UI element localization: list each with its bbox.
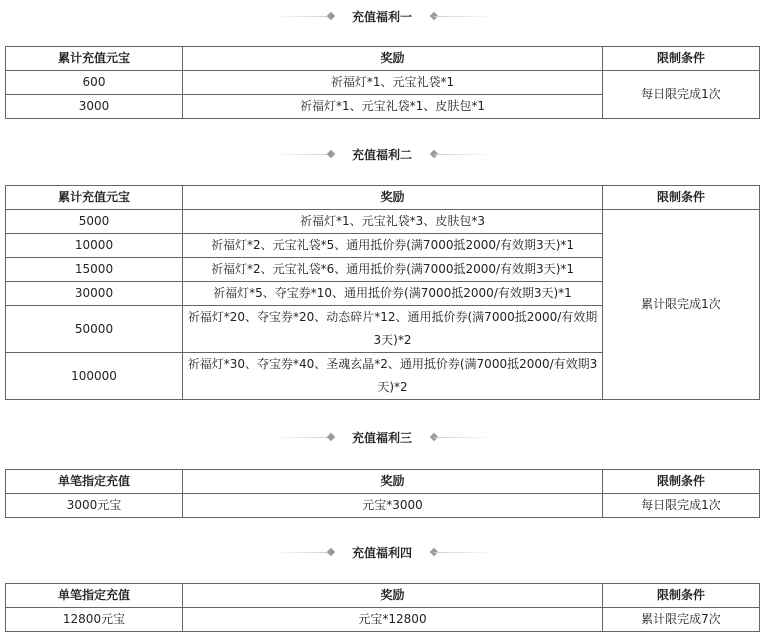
header-limit: 限制条件 xyxy=(603,186,760,210)
section-title-label: 充值福利三 xyxy=(351,431,412,445)
section-1-title xyxy=(0,7,764,27)
limit-cell: 累计限完成7次 xyxy=(603,608,760,632)
header-limit: 限制条件 xyxy=(603,470,760,494)
reward-cell: 祈福灯*2、元宝礼袋*5、通用抵价券(满7000抵2000/有效期3天)*1 xyxy=(183,234,603,258)
reward-cell: 祈福灯*1、元宝礼袋*1、皮肤包*1 xyxy=(183,95,603,119)
amount-cell: 10000 xyxy=(6,234,183,258)
divider-line xyxy=(270,16,330,17)
header-limit: 限制条件 xyxy=(603,584,760,608)
reward-table-2 xyxy=(5,185,760,400)
amount-cell: 3000 xyxy=(6,95,183,119)
header-amount: 单笔指定充值 xyxy=(6,584,183,608)
amount-cell: 5000 xyxy=(6,210,183,234)
diamond-icon xyxy=(327,433,335,441)
section-title-label: 充值福利一 xyxy=(351,10,412,24)
reward-cell: 元宝*3000 xyxy=(183,494,603,518)
amount-cell: 3000元宝 xyxy=(6,494,183,518)
divider-line xyxy=(434,552,494,553)
table-row xyxy=(6,71,760,95)
section-title-label: 充值福利四 xyxy=(351,546,412,560)
table-row xyxy=(6,210,760,234)
amount-cell: 50000 xyxy=(6,306,183,353)
table-header-row xyxy=(6,584,760,608)
amount-cell: 600 xyxy=(6,71,183,95)
header-amount: 累计充值元宝 xyxy=(6,186,183,210)
header-amount: 累计充值元宝 xyxy=(6,47,183,71)
amount-cell: 15000 xyxy=(6,258,183,282)
reward-cell: 祈福灯*5、夺宝券*10、通用抵价券(满7000抵2000/有效期3天)*1 xyxy=(183,282,603,306)
reward-cell: 祈福灯*1、元宝礼袋*1 xyxy=(183,71,603,95)
header-reward: 奖励 xyxy=(183,584,603,608)
table-header-row xyxy=(6,470,760,494)
reward-cell: 祈福灯*1、元宝礼袋*3、皮肤包*3 xyxy=(183,210,603,234)
header-reward: 奖励 xyxy=(183,186,603,210)
diamond-icon xyxy=(327,150,335,158)
reward-cell: 祈福灯*2、元宝礼袋*6、通用抵价券(满7000抵2000/有效期3天)*1 xyxy=(183,258,603,282)
reward-table-4 xyxy=(5,583,760,632)
table-row xyxy=(6,494,760,518)
table-row xyxy=(6,608,760,632)
header-limit: 限制条件 xyxy=(603,47,760,71)
section-2-title xyxy=(0,145,764,165)
amount-cell: 12800元宝 xyxy=(6,608,183,632)
reward-table-3 xyxy=(5,469,760,518)
reward-cell: 祈福灯*20、夺宝券*20、动态碎片*12、通用抵价券(满7000抵2000/有效期3天)*2 xyxy=(183,306,603,353)
reward-cell: 元宝*12800 xyxy=(183,608,603,632)
limit-cell: 每日限完成1次 xyxy=(603,71,760,119)
reward-cell: 祈福灯*30、夺宝券*40、圣魂玄晶*2、通用抵价券(满7000抵2000/有效期3天)*2 xyxy=(183,353,603,400)
header-reward: 奖励 xyxy=(183,47,603,71)
limit-cell: 每日限完成1次 xyxy=(603,494,760,518)
table-header-row xyxy=(6,47,760,71)
divider-line xyxy=(270,552,330,553)
header-reward: 奖励 xyxy=(183,470,603,494)
section-title-label: 充值福利二 xyxy=(351,148,412,162)
section-4-title xyxy=(0,543,764,563)
amount-cell: 100000 xyxy=(6,353,183,400)
diamond-icon xyxy=(327,548,335,556)
divider-line xyxy=(434,437,494,438)
header-amount: 单笔指定充值 xyxy=(6,470,183,494)
divider-line xyxy=(434,154,494,155)
reward-table-1 xyxy=(5,46,760,119)
amount-cell: 30000 xyxy=(6,282,183,306)
divider-line xyxy=(270,437,330,438)
divider-line xyxy=(434,16,494,17)
divider-line xyxy=(270,154,330,155)
diamond-icon xyxy=(327,12,335,20)
table-header-row xyxy=(6,186,760,210)
limit-cell: 累计限完成1次 xyxy=(603,210,760,400)
section-3-title xyxy=(0,428,764,448)
